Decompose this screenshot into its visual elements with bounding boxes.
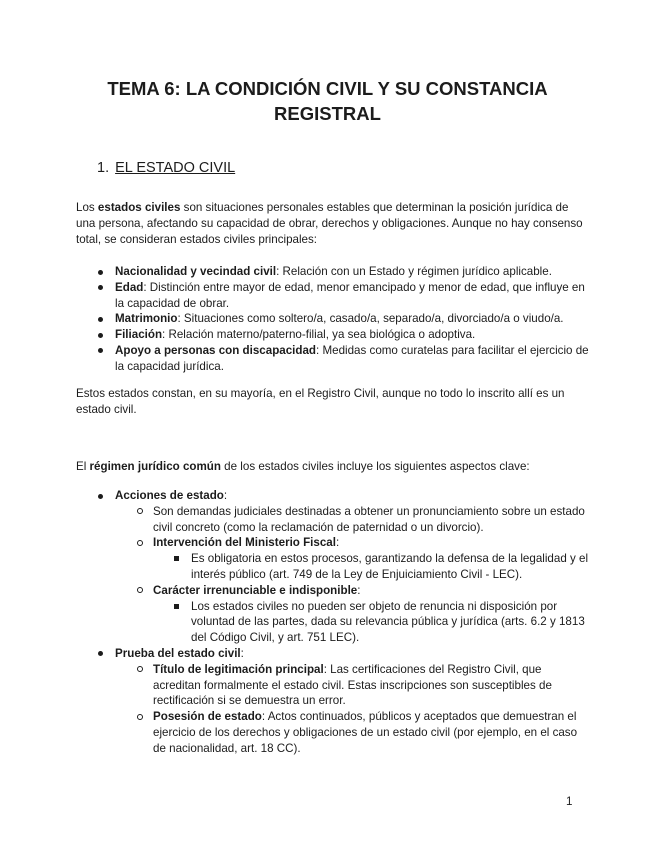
list-item [115,264,590,280]
regimen-list [115,488,590,757]
list-item [115,280,590,312]
section-number: 1. [97,160,110,176]
prueba-item [115,646,590,757]
prueba-sublist [115,662,590,757]
colon: : [240,646,244,660]
list-item-desc: : Situaciones como soltero/a, casado/a, separado/a, divorciado/a o viudo/a. [177,312,564,326]
list-item-desc: : Relación con un Estado y régimen jurídico aplicable. [276,265,552,278]
intro-post: son situaciones personales estables que determinan la posición jurídica de una persona, afectando su capacidad de obrar, derechos y obligaciones. Aunque no hay consenso total, se consideran estados civiles principales: [76,201,583,246]
acciones-sublist [115,504,590,646]
posesion-label: Posesión de estado [153,710,262,724]
list-item [115,327,590,343]
regimen-paragraph [76,459,584,475]
list-item: Son demandas judiciales destinadas a obtener un pronunciamiento sobre un estado civil concreto (como la reclamación de paternidad o un divorcio). [153,504,590,536]
acciones-label: Acciones de estado [115,489,224,502]
section-heading [97,159,235,177]
prueba-label: Prueba del estado civil [115,646,241,660]
regimen-post: de los estados civiles incluye los siguientes aspectos clave: [220,460,530,473]
list-item-desc: : Medidas como curatelas para facilitar el ejercicio de la capacidad jurídica. [115,343,589,373]
titulo-item [153,662,590,709]
caracter-item [153,583,590,646]
list-item [115,311,590,327]
list-item-desc: : Distinción entre mayor de edad, menor emancipado y menor de edad, que influye en la capacidad de obrar. [115,280,585,310]
colon: : [335,536,340,550]
fiscal-sublist [153,551,590,583]
list-item-term: Nacionalidad y vecindad civil [115,265,277,278]
section-title: EL ESTADO CIVIL [115,160,236,176]
list-item-term: Filiación [115,328,163,342]
fiscal-item [153,535,590,582]
list-item-desc: : Relación materno/paterno-filial, ya sea biológica o adoptiva. [162,328,476,342]
posesion-item [153,709,590,756]
titulo-label: Título de legitimación principal [153,662,324,676]
acciones-item [115,488,590,646]
list-item: Los estados civiles no pueden ser objeto de renuncia ni disposición por voluntad de las partes, dada su relevancia pública y jurídica (arts. 6.2 y 1813 del Código Civil, y art. 751 LEC). [191,599,590,646]
posesion-text: : Actos continuados, públicos y aceptados que demuestran el ejercicio de los derechos y obligaciones de un estado civil (por ejemplo, en el caso de nacionalidad, art. 18 CC). [153,710,578,755]
colon: : [223,489,228,502]
page-number: 1 [566,795,573,808]
caracter-sublist [153,599,590,646]
list-item-term: Edad [115,280,144,294]
page-title: TEMA 6: LA CONDICIÓN CIVIL Y SU CONSTANCIA REGISTRAL [107,78,548,124]
regimen-pre: El [76,460,90,473]
list-item-term: Apoyo a personas con discapacidad [115,343,317,357]
list-item-term: Matrimonio [115,312,178,326]
list-item [115,343,590,375]
constan-paragraph: Estos estados constan, en su mayoría, en el Registro Civil, aunque no todo lo inscrito allí es un estado civil. [76,387,565,416]
intro-pre: Los [76,201,98,214]
colon: : [357,583,361,597]
regimen-bold: régimen jurídico común [89,460,221,473]
intro-bold: estados civiles [97,201,181,214]
intro-paragraph [76,200,584,247]
estados-list [115,264,590,375]
titulo-text: : Las certificaciones del Registro Civil, que acreditan formalmente el estado civil. Estas inscripciones son susceptibles de rectificación si se demuestra un error. [153,662,552,708]
caracter-label: Carácter irrenunciable e indisponible [153,583,358,597]
list-item: Es obligatoria en estos procesos, garantizando la defensa de la legalidad y el interés público (art. 749 de la Ley de Enjuiciamiento Civil - LEC). [191,552,589,581]
fiscal-label: Intervención del Ministerio Fiscal [153,536,336,550]
